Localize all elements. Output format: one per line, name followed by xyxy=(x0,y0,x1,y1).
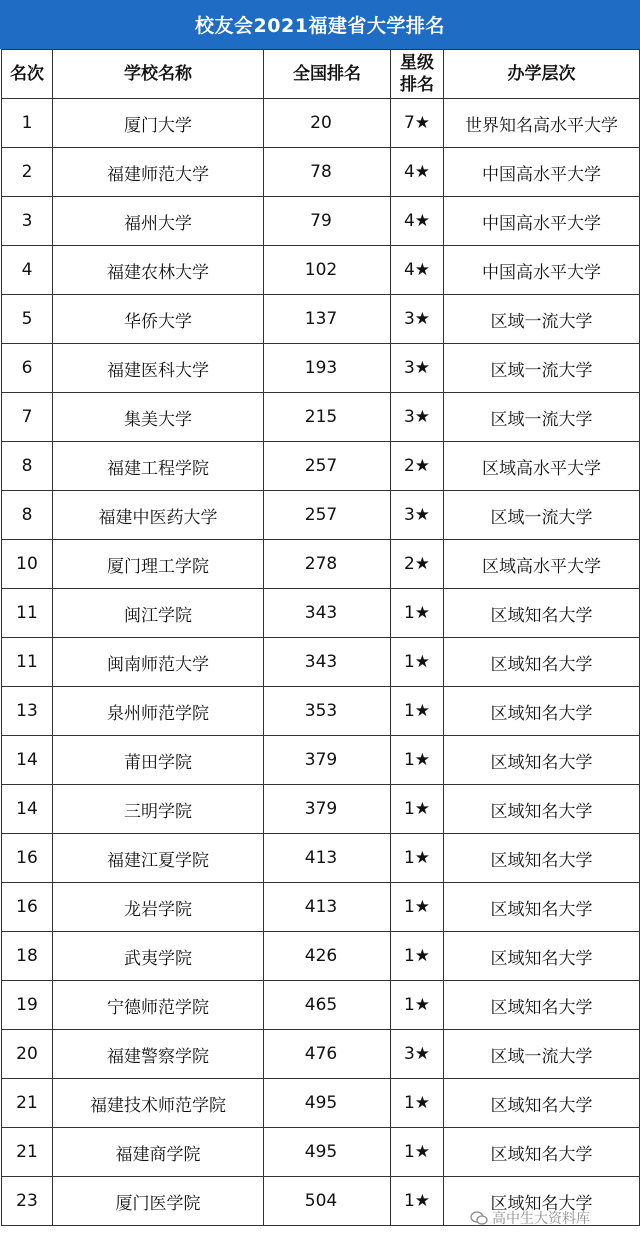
cell-level: 世界知名高水平大学 xyxy=(444,99,640,148)
cell-national-rank: 278 xyxy=(264,540,391,589)
cell-rank: 4 xyxy=(2,246,53,295)
cell-level: 区域知名大学 xyxy=(444,1128,640,1177)
cell-school: 福建江夏学院 xyxy=(53,834,264,883)
cell-star-rank: 1★ xyxy=(391,834,444,883)
cell-star-rank: 4★ xyxy=(391,148,444,197)
cell-star-rank: 1★ xyxy=(391,1177,444,1226)
table-row xyxy=(2,246,640,295)
table-row xyxy=(2,99,640,148)
table-row xyxy=(2,1030,640,1079)
cell-rank: 14 xyxy=(2,785,53,834)
table-header xyxy=(2,50,640,99)
cell-school: 集美大学 xyxy=(53,393,264,442)
header-row xyxy=(2,50,640,99)
cell-rank: 21 xyxy=(2,1128,53,1177)
table-row xyxy=(2,442,640,491)
cell-school: 福州大学 xyxy=(53,197,264,246)
cell-rank: 2 xyxy=(2,148,53,197)
cell-level: 区域一流大学 xyxy=(444,491,640,540)
cell-rank: 20 xyxy=(2,1030,53,1079)
cell-school: 福建警察学院 xyxy=(53,1030,264,1079)
cell-rank: 5 xyxy=(2,295,53,344)
cell-school: 福建工程学院 xyxy=(53,442,264,491)
watermark xyxy=(470,1206,590,1230)
cell-rank: 11 xyxy=(2,589,53,638)
cell-national-rank: 102 xyxy=(264,246,391,295)
cell-national-rank: 20 xyxy=(264,99,391,148)
cell-national-rank: 193 xyxy=(264,344,391,393)
table-body xyxy=(2,99,640,1226)
header-star-line2: 排名 xyxy=(400,75,434,95)
cell-level: 区域知名大学 xyxy=(444,834,640,883)
cell-rank: 18 xyxy=(2,932,53,981)
cell-national-rank: 78 xyxy=(264,148,391,197)
cell-level: 区域一流大学 xyxy=(444,393,640,442)
cell-school: 福建师范大学 xyxy=(53,148,264,197)
cell-rank: 19 xyxy=(2,981,53,1030)
cell-national-rank: 504 xyxy=(264,1177,391,1226)
cell-national-rank: 426 xyxy=(264,932,391,981)
cell-level: 区域知名大学 xyxy=(444,785,640,834)
table-row xyxy=(2,834,640,883)
cell-rank: 3 xyxy=(2,197,53,246)
table-row xyxy=(2,197,640,246)
cell-star-rank: 3★ xyxy=(391,491,444,540)
cell-star-rank: 3★ xyxy=(391,1030,444,1079)
cell-rank: 16 xyxy=(2,883,53,932)
cell-level: 区域知名大学 xyxy=(444,981,640,1030)
cell-school: 福建医科大学 xyxy=(53,344,264,393)
cell-level: 中国高水平大学 xyxy=(444,197,640,246)
cell-school: 福建中医药大学 xyxy=(53,491,264,540)
cell-rank: 13 xyxy=(2,687,53,736)
cell-rank: 6 xyxy=(2,344,53,393)
cell-star-rank: 1★ xyxy=(391,589,444,638)
table-row xyxy=(2,295,640,344)
cell-national-rank: 353 xyxy=(264,687,391,736)
cell-school: 厦门大学 xyxy=(53,99,264,148)
table-row xyxy=(2,883,640,932)
cell-star-rank: 1★ xyxy=(391,736,444,785)
table-row xyxy=(2,393,640,442)
table-row xyxy=(2,540,640,589)
table-row xyxy=(2,589,640,638)
cell-school: 闽南师范大学 xyxy=(53,638,264,687)
cell-rank: 1 xyxy=(2,99,53,148)
cell-star-rank: 2★ xyxy=(391,540,444,589)
cell-school: 福建商学院 xyxy=(53,1128,264,1177)
header-school: 学校名称 xyxy=(53,50,264,99)
table-row xyxy=(2,148,640,197)
cell-star-rank: 4★ xyxy=(391,197,444,246)
wechat-icon xyxy=(470,1211,488,1225)
cell-star-rank: 1★ xyxy=(391,1128,444,1177)
cell-rank: 14 xyxy=(2,736,53,785)
cell-star-rank: 3★ xyxy=(391,295,444,344)
cell-star-rank: 1★ xyxy=(391,1079,444,1128)
cell-school: 福建农林大学 xyxy=(53,246,264,295)
cell-national-rank: 215 xyxy=(264,393,391,442)
table-row xyxy=(2,1079,640,1128)
cell-school: 华侨大学 xyxy=(53,295,264,344)
cell-rank: 21 xyxy=(2,1079,53,1128)
cell-school: 三明学院 xyxy=(53,785,264,834)
cell-level: 区域知名大学 xyxy=(444,1079,640,1128)
header-star-line1: 星级 xyxy=(400,53,434,73)
cell-school: 厦门理工学院 xyxy=(53,540,264,589)
ranking-table xyxy=(1,49,640,1226)
header-national-rank: 全国排名 xyxy=(264,50,391,99)
cell-level: 区域一流大学 xyxy=(444,1030,640,1079)
cell-level: 区域高水平大学 xyxy=(444,540,640,589)
cell-star-rank: 1★ xyxy=(391,932,444,981)
cell-level: 区域知名大学 xyxy=(444,736,640,785)
cell-school: 闽江学院 xyxy=(53,589,264,638)
cell-rank: 8 xyxy=(2,491,53,540)
cell-national-rank: 379 xyxy=(264,736,391,785)
cell-star-rank: 3★ xyxy=(391,393,444,442)
cell-level: 区域知名大学 xyxy=(444,932,640,981)
cell-rank: 16 xyxy=(2,834,53,883)
cell-school: 泉州师范学院 xyxy=(53,687,264,736)
cell-star-rank: 4★ xyxy=(391,246,444,295)
cell-national-rank: 343 xyxy=(264,589,391,638)
table-row xyxy=(2,344,640,393)
table-row xyxy=(2,687,640,736)
cell-rank: 11 xyxy=(2,638,53,687)
header-rank: 名次 xyxy=(2,50,53,99)
table-row xyxy=(2,638,640,687)
cell-star-rank: 1★ xyxy=(391,981,444,1030)
cell-star-rank: 1★ xyxy=(391,785,444,834)
cell-rank: 7 xyxy=(2,393,53,442)
cell-national-rank: 343 xyxy=(264,638,391,687)
table-row xyxy=(2,491,640,540)
header-star-rank xyxy=(391,50,444,99)
cell-level: 中国高水平大学 xyxy=(444,148,640,197)
cell-school: 宁德师范学院 xyxy=(53,981,264,1030)
table-row xyxy=(2,736,640,785)
cell-school: 龙岩学院 xyxy=(53,883,264,932)
cell-national-rank: 476 xyxy=(264,1030,391,1079)
cell-star-rank: 3★ xyxy=(391,344,444,393)
cell-school: 武夷学院 xyxy=(53,932,264,981)
cell-school: 厦门医学院 xyxy=(53,1177,264,1226)
cell-national-rank: 413 xyxy=(264,883,391,932)
cell-level: 区域知名大学 xyxy=(444,883,640,932)
cell-national-rank: 257 xyxy=(264,491,391,540)
cell-star-rank: 2★ xyxy=(391,442,444,491)
cell-school: 福建技术师范学院 xyxy=(53,1079,264,1128)
cell-level: 区域知名大学 xyxy=(444,638,640,687)
cell-level: 区域一流大学 xyxy=(444,344,640,393)
cell-level: 区域一流大学 xyxy=(444,295,640,344)
cell-level: 区域高水平大学 xyxy=(444,442,640,491)
cell-rank: 10 xyxy=(2,540,53,589)
table-row xyxy=(2,932,640,981)
cell-national-rank: 79 xyxy=(264,197,391,246)
cell-rank: 23 xyxy=(2,1177,53,1226)
cell-national-rank: 257 xyxy=(264,442,391,491)
cell-level: 区域知名大学 xyxy=(444,589,640,638)
cell-national-rank: 413 xyxy=(264,834,391,883)
cell-level: 区域知名大学 xyxy=(444,687,640,736)
cell-national-rank: 379 xyxy=(264,785,391,834)
cell-national-rank: 137 xyxy=(264,295,391,344)
cell-level: 中国高水平大学 xyxy=(444,246,640,295)
cell-star-rank: 1★ xyxy=(391,687,444,736)
cell-national-rank: 495 xyxy=(264,1079,391,1128)
cell-level: 区域知名大学 xyxy=(444,1177,640,1226)
cell-star-rank: 1★ xyxy=(391,638,444,687)
header-level: 办学层次 xyxy=(444,50,640,99)
cell-national-rank: 495 xyxy=(264,1128,391,1177)
cell-school: 莆田学院 xyxy=(53,736,264,785)
cell-star-rank: 1★ xyxy=(391,883,444,932)
watermark-text: 高中生大资料库 xyxy=(492,1211,590,1227)
table-row xyxy=(2,1128,640,1177)
cell-rank: 8 xyxy=(2,442,53,491)
table-row xyxy=(2,785,640,834)
cell-star-rank: 7★ xyxy=(391,99,444,148)
table-row xyxy=(2,981,640,1030)
cell-national-rank: 465 xyxy=(264,981,391,1030)
table-title: 校友会2021福建省大学排名 xyxy=(0,0,640,49)
